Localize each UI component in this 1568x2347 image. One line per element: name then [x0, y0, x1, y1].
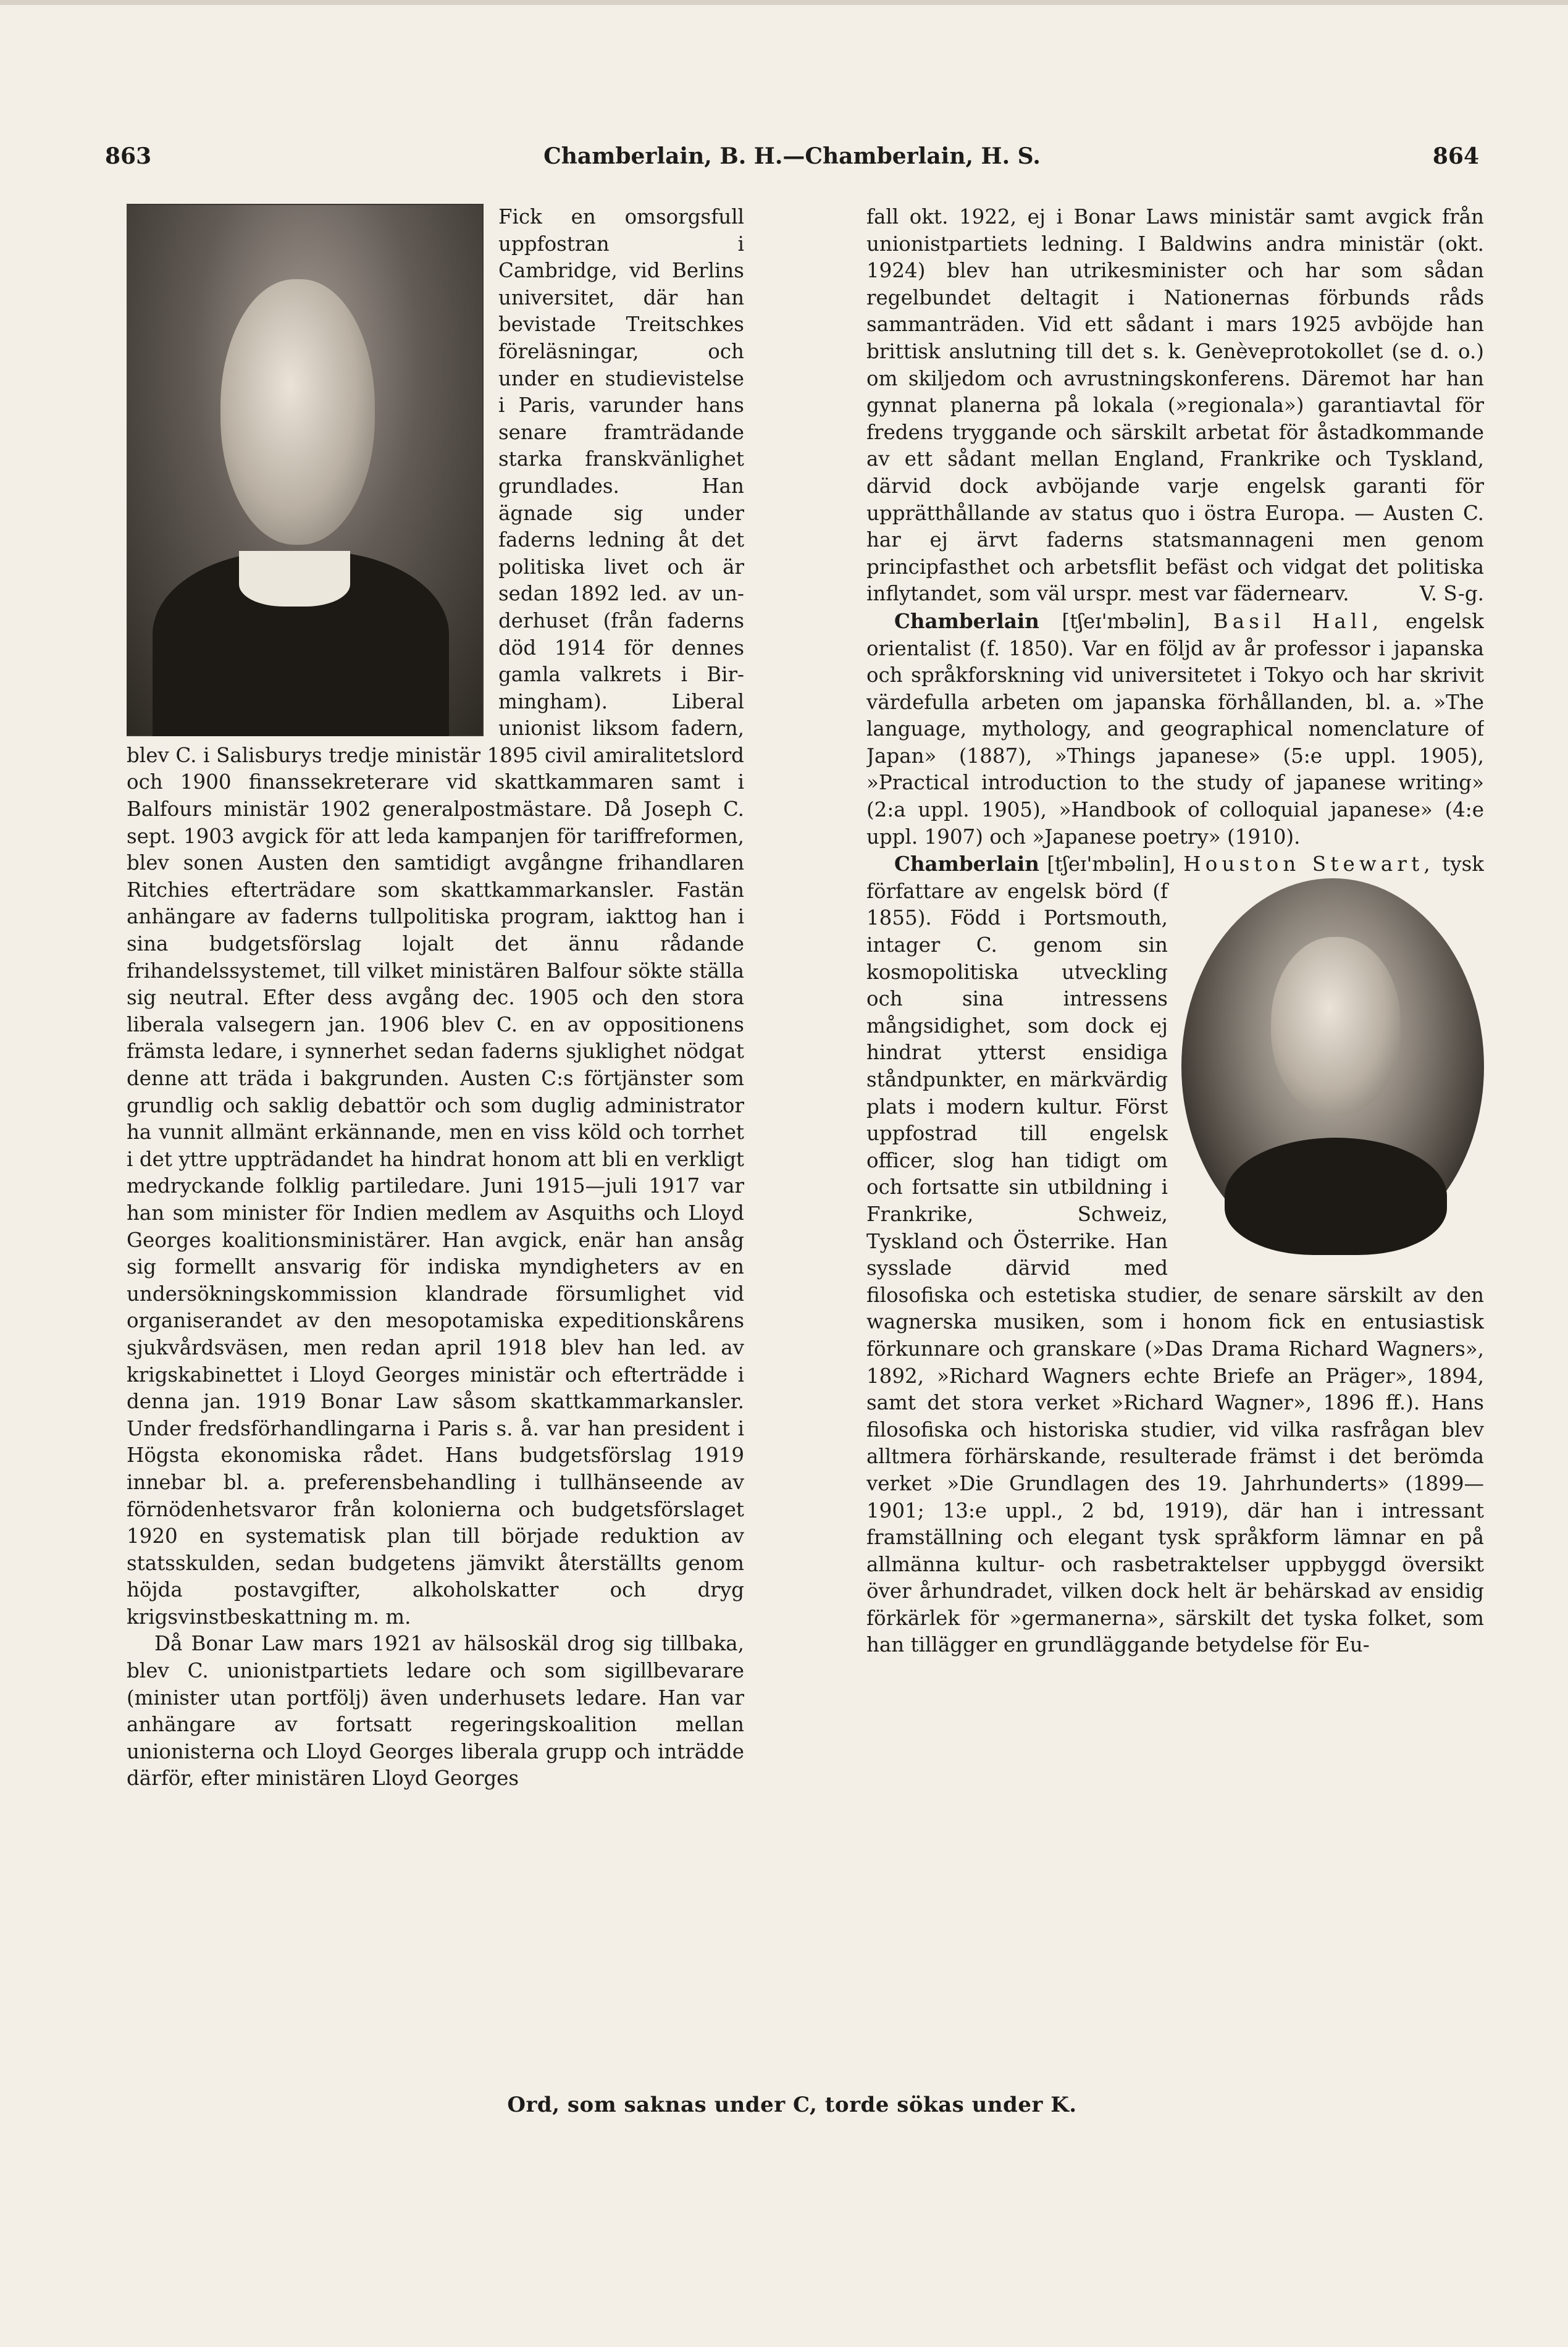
- entry-forename: Houston Stewart,: [1183, 852, 1435, 876]
- article-austen-chamberlain-p2: [127, 1631, 744, 1792]
- entry-headword: Chamberlain: [894, 608, 1039, 633]
- article-text: engelsk orientalist (f. 1850). Var en följd av år professor i japanska och språkforskning vid universitetet i Tokyo och har skrivit värdefulla arbeten om japanska förhållanden, bl. a. »The language, mythology, and geographical nomenclature of Japan» (1887), »Things japanese» (5:e uppl. 1905), »Practical introduction to the study of japanese writing» (2:a uppl. 1905), »Handbook of colloquial japanese» (4:e uppl. 1907) och »Japanese poetry» (1910).: [866, 609, 1484, 849]
- author-signature: V. S-g.: [1419, 582, 1484, 606]
- article-houston-stewart-chamberlain: [866, 850, 1484, 1659]
- article-text: tysk författare av engelsk börd (f 1855). Född i Portsmouth, intager C. genom sin kosmopolitiska utveckling och sina intressens mångsidighet, som dock ej hindrat ytterst ensidiga ståndpunkter, en märkvärdig plats i modern kultur. Först uppfostrad till engelsk officer, slog han tidigt om och fortsatte sin utbildning i Frankrike, Schweiz, Tyskland och Österrike. Han sysslade därvid med filosofiska och estetiska studier, de senare särskilt av den wagnerska musiken, som i honom fick en entusiastisk förkunnare och granskare (»Das Drama Richard Wagners», 1892, »Richard Wagners echte Briefe an Präger», 1894, samt det stora verket »Richard Wagner», 1896 ff.). Hans filosofiska och historiska studier, vid vilka rasfrågan blev alltmera förhärskande, resulterade främst i det berömda verket »Die Grundlagen des 19. Jahrhunderts» (1899—1901; 13:e uppl., 2 bd, 1919), där han i intressant framställning och elegant tysk språkform lämnar en på allmänna kultur- och rasbetraktelser uppbyggd översikt över århundradet, vilken dock helt är behärskad av ensidig förkärlek för »germanerna», särskilt det tyska folket, som han tillägger en grundläggande betydelse för Eu-: [866, 852, 1484, 1657]
- page-header: [105, 143, 1479, 180]
- footer-note: Ord, som saknas under C, torde sökas under K.: [507, 2093, 1077, 2117]
- entry-pronunciation: [tʃeɪ'mbəlin],: [1047, 852, 1176, 876]
- portrait-head-shape: [1271, 937, 1401, 1116]
- portrait-head-shape: [220, 279, 375, 545]
- left-column: [127, 204, 744, 2081]
- page-number-left: 863: [105, 143, 152, 169]
- entry-forename: Basil Hall,: [1213, 609, 1383, 633]
- page-number-right: 864: [1432, 143, 1479, 169]
- entry-pronunciation: [tʃeɪ'mbəlin],: [1062, 609, 1191, 633]
- article-austen-chamberlain-continued: [866, 204, 1484, 608]
- article-text: fall okt. 1922, ej i Bonar Laws ministär samt avgick från unionistpartiets ledning. I Baldwins andra ministär (okt. 1924) blev han utrikesminister och har som sådan regelbundet deltagit i Nationernas förbunds råds sammanträden. Vid ett sådant i mars 1925 avböjde han brittisk anslutning till det s. k. Genèveprotokollet (se d. o.) om skiljedom och avrustningskonferens. Däremot har han gynnat planerna på lokala (»regionala») garantiavtal för fredens tryggande och särskilt arbetat för åstadkommande av ett sådant mellan England, Frankrike och Tyskland, därvid dock avböjande varje engelsk garanti för upprätthållande av status quo i östra Europa. — Austen C. har ej ärvt faderns statsmannageni men genom principfasthet och arbetsflit befäst och vidgat det politiska inflytandet, som väl urspr. mest var fädernearv.: [866, 205, 1484, 606]
- portrait-coat-shape: [1225, 1138, 1447, 1255]
- portrait-photo-houston-stewart-chamberlain: [1181, 878, 1484, 1255]
- portrait-photo-austen-chamberlain: [127, 204, 484, 736]
- article-austen-chamberlain-p1: [127, 204, 744, 1631]
- right-column: [866, 204, 1484, 2081]
- running-title: Chamberlain, B. H.—Chamberlain, H. S.: [543, 143, 1041, 169]
- portrait-collar-shape: [239, 551, 350, 607]
- top-edge-rule: [0, 0, 1568, 5]
- article-basil-hall-chamberlain: [866, 608, 1484, 850]
- entry-headword: Chamberlain: [894, 852, 1039, 876]
- article-text: Fick en omsorgsfull uppfostran i Cambridge, vid Berlins universitet, där han bevistade Treitschkes föreläsningar, och under en studievistelse i Paris, varunder hans senare framträdande starka franskvänlighet grundlades. Han ägnade sig under faderns ledning åt det politiska livet och är sedan 1892 led. av underhuset (från faderns död 1914 för dennes gamla valkrets i Birmingham). Liberal unionist liksom fadern, blev C. i Salisburys tredje ministär 1895 civil amiralitetslord och 1900 finanssekreterare vid skattkammaren samt i Balfours ministär 1902 generalpostmästare. Då Joseph C. sept. 1903 avgick för att leda kampanjen för tariffreformen, blev sonen Austen den samtidigt avgångne frihandlaren Ritchies efterträdare som skattkammarkansler. Fastän anhängare av faderns tullpolitiska program, iakttog han i sina budgetsförslag lojalt det ännu rådande frihandelssystemet, till vilket ministären Balfour sökte ställa sig neutral. Efter dess avgång dec. 1905 och den stora liberala valsegern jan. 1906 blev C. en av oppositionens främsta ledare, i synnerhet sedan faderns sjuklighet nödgat denne att träda i bakgrunden. Austen C:s förtjänster som grundlig och saklig debattör och som duglig administrator ha vunnit allmänt erkännande, men en viss köld och torrhet i det yttre uppträdandet ha hindrat honom att bli en verkligt medryckande folklig partiledare. Juni 1915—juli 1917 var han som minister för Indien medlem av Asquiths och Lloyd Georges koalitionsministärer. Han avgick, enär han ansåg sig formellt ansvarig för indiska myndigheters av en undersökningskommission klandrade försumlighet vid organiserandet av den mesopotamiska expeditionskårens sjukvårdsväsen, men redan april 1918 blev han led. av krigskabinettet i Lloyd Georges ministär och efterträdde i denna jan. 1919 Bonar Law såsom skattkammarkansler. Under fredsförhandlingarna i Paris s. å. var han president i Högsta ekonomiska rådet. Hans budgetsförslag 1919 innebar bl. a. preferensbehandling i tullhänseende av förnödenhetsvaror från kolonierna och budgetsförslaget 1920 en systematisk plan till började reduktion av statsskulden, sedan budgetens jämvikt återställts genom höjda postavgifter, alkoholskatter och dryg krigsvinstbeskattning m. m.: [127, 205, 744, 1629]
- article-text: Då Bonar Law mars 1921 av hälsoskäl drog sig tillbaka, blev C. unionistpartiets ledare och som sigillbevarare (minister utan portfölj) även underhusets ledare. Han var anhängare av fortsatt regeringskoalition mellan unionisterna och Lloyd Georges liberala grupp och inträdde därför, efter ministären Lloyd Georges: [127, 1632, 744, 1791]
